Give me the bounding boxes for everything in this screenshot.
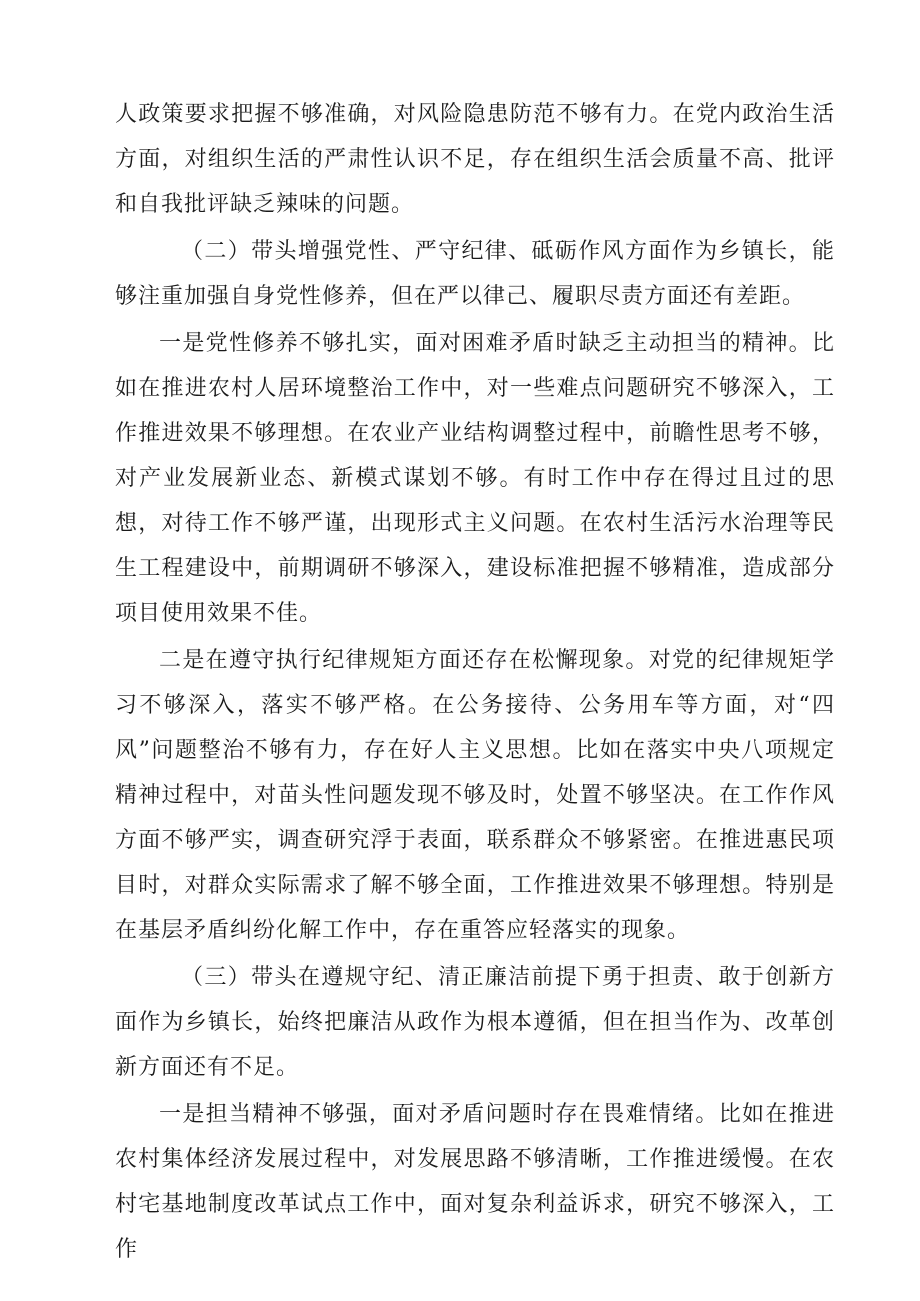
paragraph-party-spirit: 一是党性修养不够扎实，面对困难矛盾时缺乏主动担当的精神。比如在推进农村人居环境整治工作中，对一些难点问题研究不够深入，工作推进效果不够理想。在农业产业结构调整过程中，前瞻性思考不够，对产业发展新业态、新模式谋划不够。有时工作中存在得过且过的思想，对待工作不够严谨，出现形式主义问题。在农村生活污水治理等民生工程建设中，前期调研不够深入，建设标准把握不够精准，造成部分项目使用效果不佳。 (115, 331, 835, 626)
paragraph-responsibility: 一是担当精神不够强，面对矛盾问题时存在畏难情绪。比如在推进农村集体经济发展过程中，对发展思路不够清晰，工作推进缓慢。在农村宅基地制度改革试点工作中，面对复杂利益诉求，研究不够深入，工作 (115, 1102, 835, 1262)
document-page (115, 92, 835, 1274)
paragraph-continuation: 人政策要求把握不够准确，对风险隐患防范不够有力。在党内政治生活方面，对组织生活的严肃性认识不足，存在组织生活会质量不高、批评和自我批评缺乏辣味的问题。 (115, 102, 835, 217)
paragraph-discipline: 二是在遵守执行纪律规矩方面还存在松懈现象。对党的纪律规矩学习不够深入，落实不够严格。在公务接待、公务用车等方面，对“四风”问题整治不够有力，存在好人主义思想。比如在落实中央八项规定精神过程中，对苗头性问题发现不够及时，处置不够坚决。在工作作风方面不够严实，调查研究浮于表面，联系群众不够紧密。在推进惠民项目时，对群众实际需求了解不够全面，工作推进效果不够理想。特别是在基层矛盾纠纷化解工作中，存在重答应轻落实的现象。 (115, 648, 835, 943)
section-heading-three: （三）带头在遵规守纪、清正廉洁前提下勇于担责、敢于创新方面作为乡镇长，始终把廉洁从政作为根本遵循，但在担当作为、改革创新方面还有不足。 (115, 965, 835, 1080)
section-heading-two: （二）带头增强党性、严守纪律、砥砺作风方面作为乡镇长，能够注重加强自身党性修养，但在严以律己、履职尽责方面还有差距。 (115, 239, 835, 309)
